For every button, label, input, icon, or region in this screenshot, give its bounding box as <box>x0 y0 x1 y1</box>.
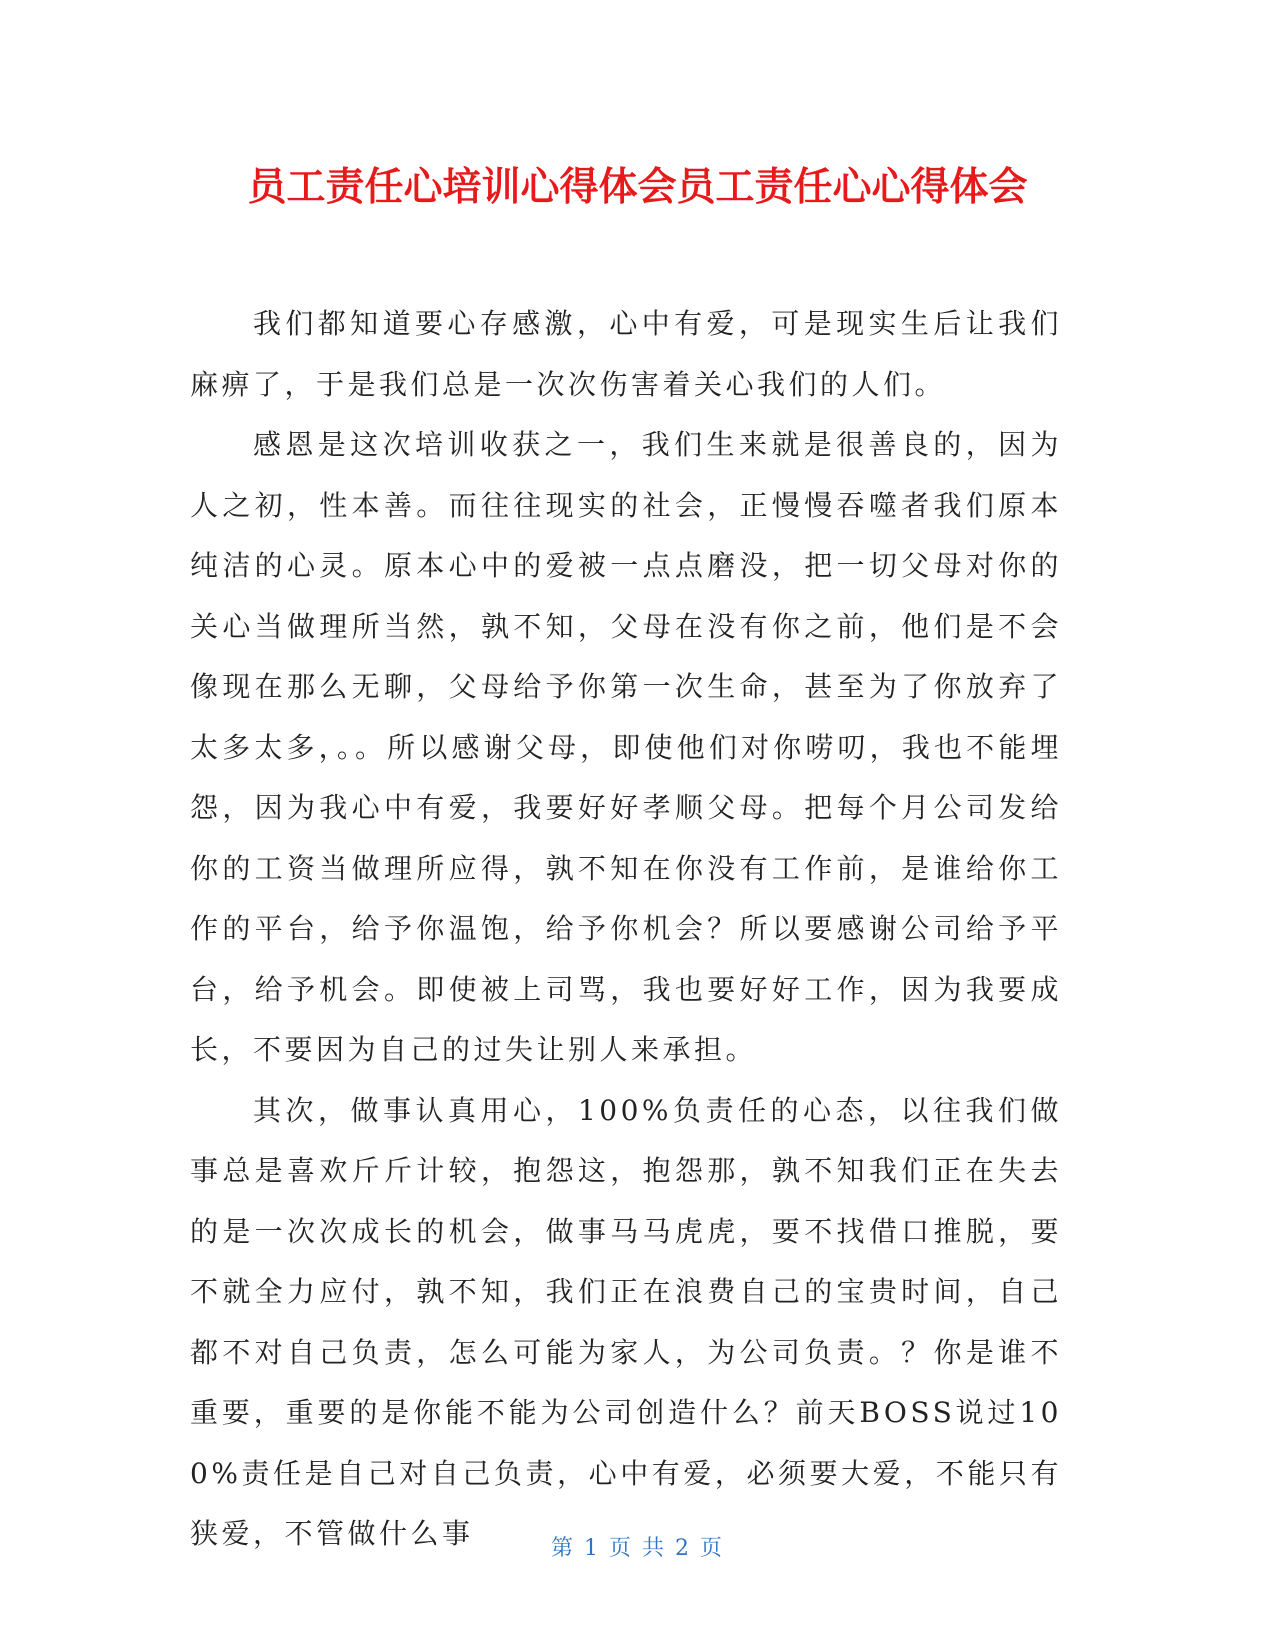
document-title: 员工责任心培训心得体会员工责任心心得体会 <box>247 165 1028 210</box>
document-body <box>190 294 1062 1565</box>
paragraph-3: 其次，做事认真用心，100%负责任的心态，以往我们做事总是喜欢斤斤计较，抱怨这，抱怨那，孰不知我们正在失去的是一次次成长的机会，做事马马虎虎，要不找借口推脱，要不就全力应付，孰不知，我们正在浪费自己的宝贵时间，自己都不对自己负责，怎么可能为家人，为公司负责。？你是谁不重要，重要的是你能不能为公司创造什么？前天BOSS说过100%责任是自己对自己负责，心中有爱，必须要大爱，不能只有狭爱，不管做什么事 <box>190 1093 1062 1550</box>
paragraph-1: 我们都知道要心存感激，心中有爱，可是现实生后让我们麻痹了，于是我们总是一次次伤害着关心我们的人们。 <box>190 307 1062 401</box>
page-footer: 第 1 页 共 2 页 <box>551 1536 724 1561</box>
paragraph-2: 感恩是这次培训收获之一，我们生来就是很善良的，因为人之初，性本善。而往往现实的社会，正慢慢吞噬者我们原本纯洁的心灵。原本心中的爱被一点点磨没，把一切父母对你的关心当做理所当然，孰不知，父母在没有你之前，他们是不会像现在那么无聊，父母给予你第一次生命，甚至为了你放弃了太多太多，。。所以感谢父母，即使他们对你唠叨，我也不能埋怨，因为我心中有爱，我要好好孝顺父母。把每个月公司发给你的工资当做理所应得，孰不知在你没有工作前，是谁给你工作的平台，给予你温饱，给予你机会？所以要感谢公司给予平台，给予机会。即使被上司骂，我也要好好工作，因为我要成长，不要因为自己的过失让别人来承担。 <box>190 428 1062 1066</box>
